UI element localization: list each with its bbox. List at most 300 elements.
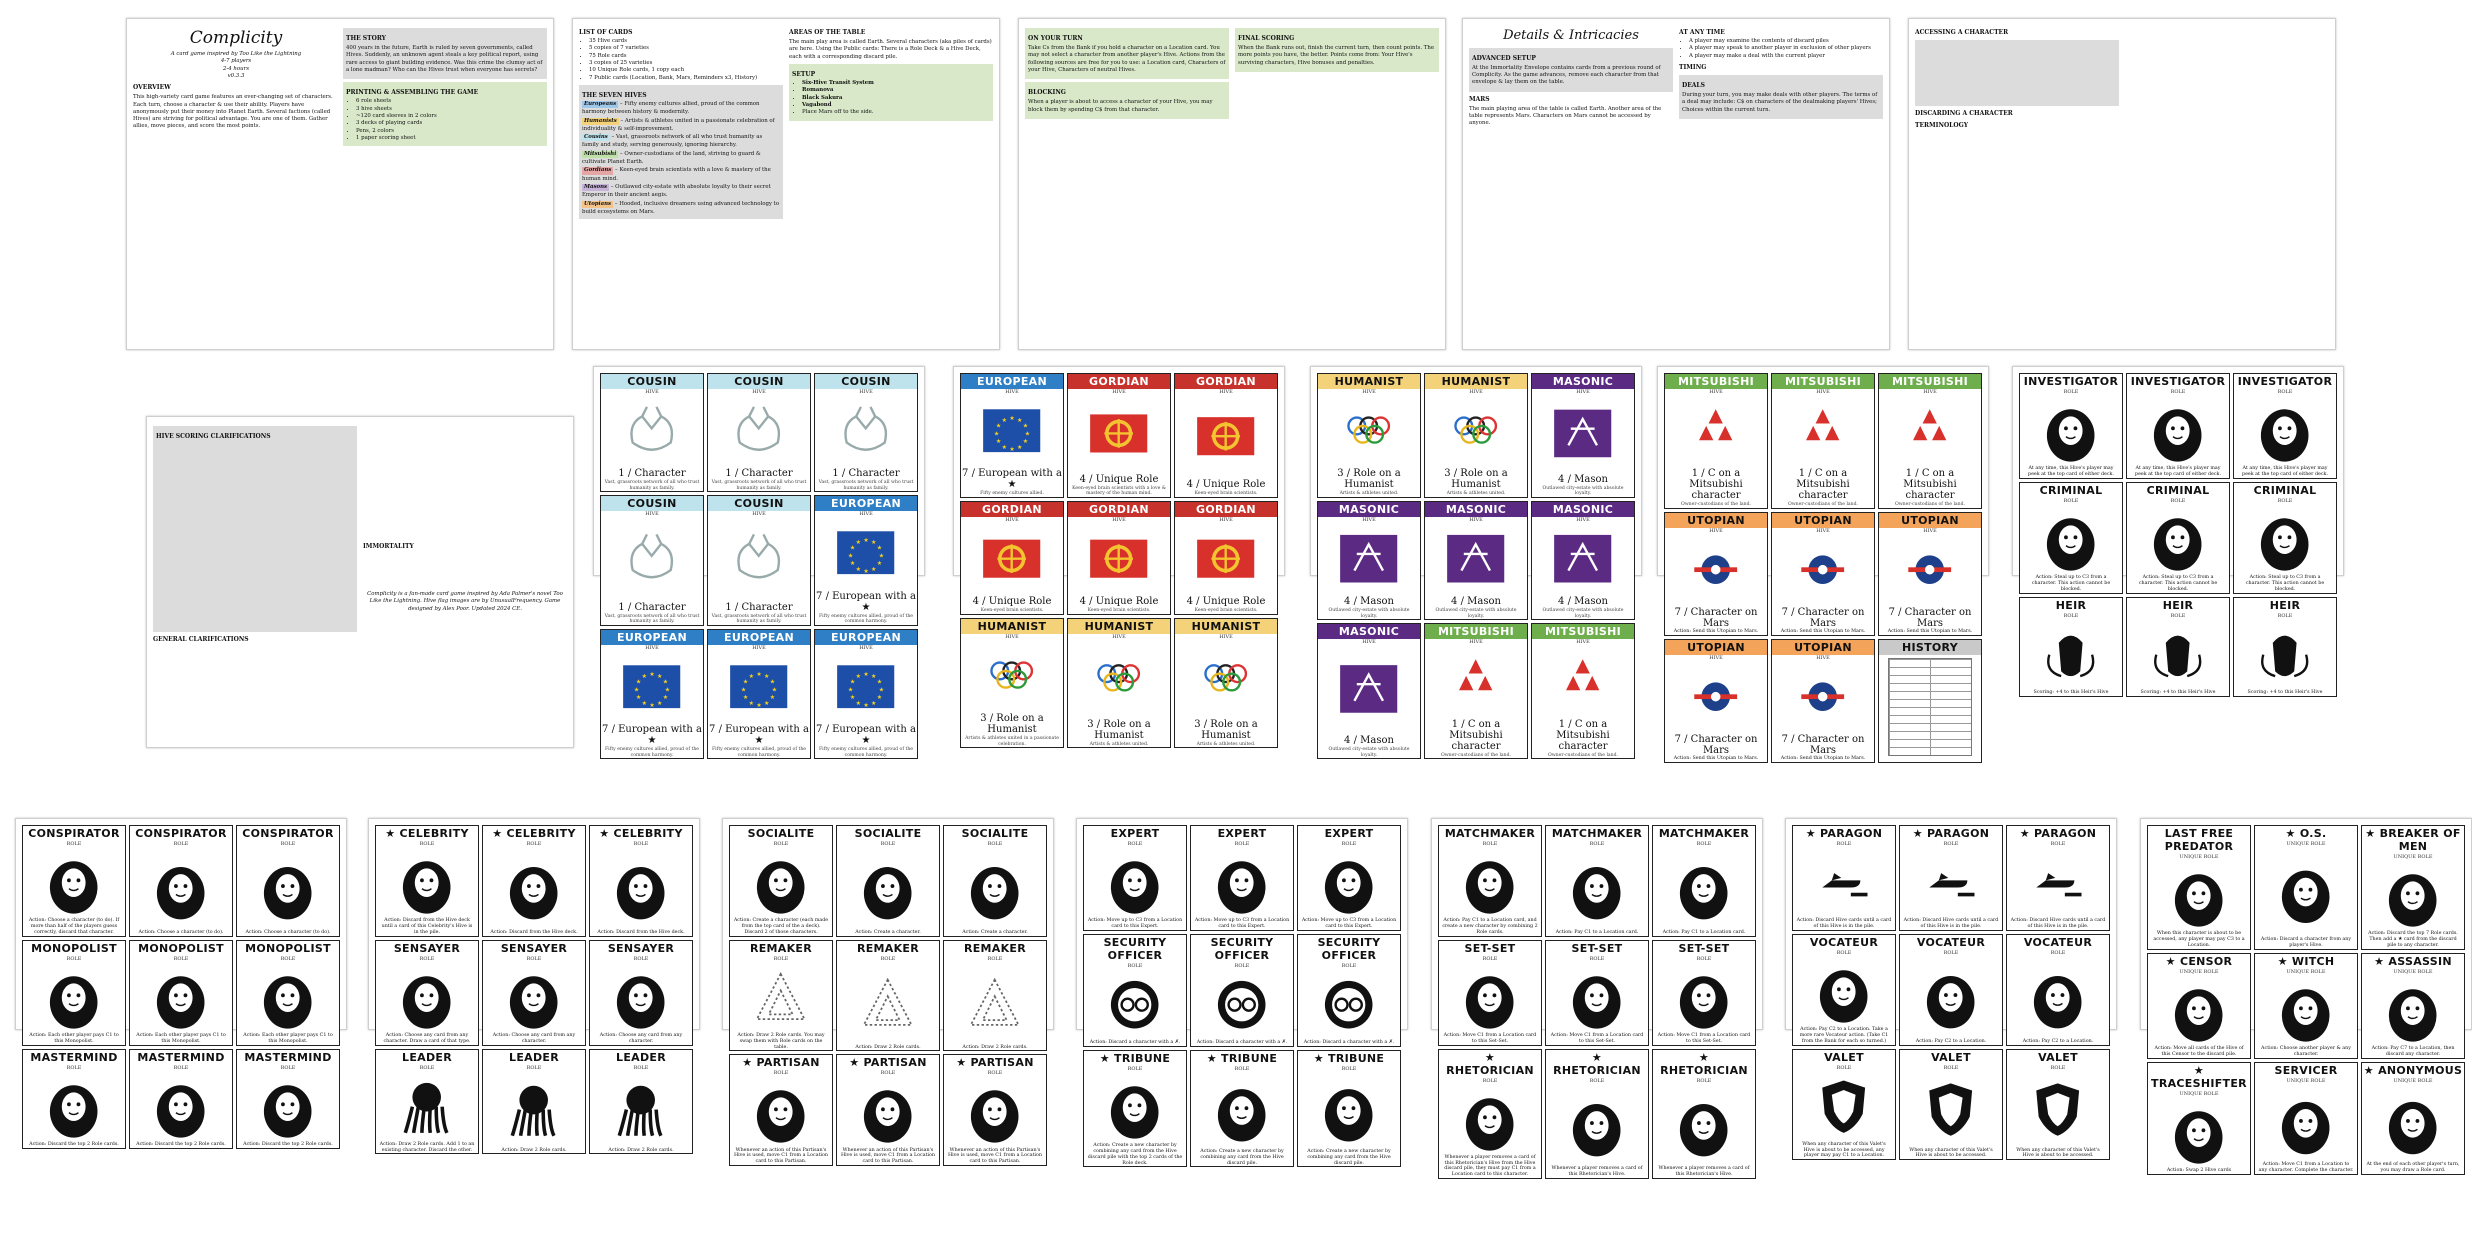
history-grid xyxy=(1888,658,1972,756)
game-card xyxy=(729,825,833,937)
card-type: HIVE xyxy=(1112,389,1126,395)
card-action: Action: Move C1 from a Location card to this Set-Set. xyxy=(1443,1033,1537,1044)
svg-text:★: ★ xyxy=(863,568,869,576)
svg-text:★: ★ xyxy=(863,701,869,709)
card-action: Scoring: +4 to this Heir's Hive xyxy=(2247,689,2323,695)
card-value: 7 / European with a ★ xyxy=(709,724,809,747)
card-action: Action: Pay C2 to a Location. xyxy=(2022,1038,2094,1044)
svg-text:★: ★ xyxy=(850,560,856,568)
card-type: UNIQUE ROLE xyxy=(2179,968,2219,975)
game-card xyxy=(589,825,693,937)
card-value: 1 / C on a Mitsubishi character xyxy=(1689,468,1743,502)
card-type: ROLE xyxy=(526,1064,542,1071)
printing-list xyxy=(356,98,544,142)
game-card xyxy=(2147,825,2251,950)
hive-entry: Europeans – Fifty enemy cultures allied, proud of the common harmony between history & modernity. xyxy=(582,100,760,116)
card-art xyxy=(145,847,216,930)
final-text: When the Bank runs out, finish the current turn, then count points. The more points you have, the better. Points come from: Your Hive's surviving characters, Hive bonuses and penalties. xyxy=(1238,45,1435,66)
card-type: ROLE xyxy=(526,955,542,962)
rings-art-icon xyxy=(1333,395,1404,466)
card-desc: Artists & athletes united. xyxy=(1196,741,1256,747)
card-desc: Owner-custodians of the land. xyxy=(1894,502,1966,508)
game-card xyxy=(1317,501,1421,620)
card-type: ROLE xyxy=(173,841,189,847)
face-art-icon xyxy=(1099,847,1170,918)
rings-art-icon xyxy=(1190,640,1261,717)
card-type: ROLE xyxy=(2170,612,2186,619)
card-desc: Outlawed city-estate with absolute loyalty. xyxy=(1328,747,1410,758)
game-card xyxy=(707,495,811,625)
card-action: Action: Choose any card from any character. xyxy=(492,1033,576,1044)
timing-heading: TIMING xyxy=(1679,63,1707,71)
svg-text:★: ★ xyxy=(855,566,862,574)
hive-name: Europeans xyxy=(584,100,617,107)
mason-art-icon xyxy=(1547,395,1618,472)
card-name: EUROPEAN xyxy=(961,374,1063,389)
svg-text:★: ★ xyxy=(636,693,642,701)
face-art-icon xyxy=(145,962,216,1033)
face-art-icon xyxy=(252,962,323,1033)
card-action: Action: Each other player pays C1 to this Monopolist. xyxy=(29,1033,119,1044)
svg-text:★: ★ xyxy=(772,686,778,694)
octo-art-icon xyxy=(605,1071,676,1148)
card-art xyxy=(1454,1084,1525,1155)
list-item: • Pens, 2 colors xyxy=(356,128,544,135)
card-desc: Outlawed city-estate with absolute loyalty. xyxy=(1435,608,1517,619)
face-art-icon xyxy=(852,1076,923,1147)
card-action: Action: Pay C1 to a Location card. xyxy=(1555,929,1639,935)
card-action: Whenever an action of this Partisan's Hive is used, move C1 from a Location card to this Partisan. xyxy=(733,1147,829,1165)
card-type: ROLE xyxy=(1341,841,1357,847)
game-card xyxy=(1083,934,1187,1047)
card-action: Action: Discard from the Hive deck. xyxy=(490,929,578,935)
overview-text: This high-variety card game features an ever-changing set of characters. Each turn, choose a character & use their ability. Players have anonymously put their money into Planet Earth. Several factions (called Hives) are striving for political advantage. You are one of them. Gather allies, move pieces, and score the most points. xyxy=(133,94,333,130)
svg-text:★: ★ xyxy=(649,670,655,678)
hive-entry: Cousins – Vast, grassroots network of all who trust humanity as family and study, serving generously, ignoring hierarchy. xyxy=(582,134,763,149)
hands-art-icon xyxy=(616,517,687,599)
card-name: MONOPOLIST xyxy=(237,941,339,956)
card-action: Whenever a player removes a card of this Rhetorician's Hive. xyxy=(1658,1166,1750,1178)
utopian-art-icon xyxy=(1787,661,1858,732)
face-art-icon xyxy=(2163,1097,2234,1168)
card-desc: Vast, grassroots network of all who trust humanity as family. xyxy=(604,480,700,491)
card-desc: Vast, grassroots network of all who trust humanity as family. xyxy=(711,613,807,625)
game-card xyxy=(1297,934,1401,1047)
card-grid xyxy=(1317,373,1635,758)
card-name: ★ RHETORICIAN xyxy=(1546,1050,1648,1078)
game-card xyxy=(236,1049,340,1149)
card-name: MITSUBISHI xyxy=(1665,374,1767,389)
game-card xyxy=(2006,825,2110,931)
card-art xyxy=(1454,962,1525,1033)
badge-art-icon xyxy=(1206,969,1277,1040)
game-card xyxy=(2006,934,2110,1046)
shield-art-icon xyxy=(2022,1071,2093,1148)
card-action: Action: Discard the top 2 Role cards. xyxy=(136,1141,226,1147)
card-desc: Keen-eyed brain scientists. xyxy=(1194,608,1258,614)
card-art xyxy=(1333,645,1404,733)
badge-art-icon xyxy=(1313,969,1384,1040)
game-card xyxy=(1545,940,1649,1046)
hive-entry: Gordians – Keen-eyed brain scientists with a love & mastery of the human mind. xyxy=(582,167,771,182)
anytime-list xyxy=(1689,38,1883,60)
card-desc: Fifty enemy cultures allied. xyxy=(980,491,1044,497)
card-art xyxy=(745,847,816,918)
game-card xyxy=(1297,825,1401,931)
card-action: When any character of this Valet's Hive is about to be accessed. xyxy=(2016,1147,2100,1159)
card-type: ROLE xyxy=(2170,497,2186,504)
card-type: HIVE xyxy=(1576,389,1590,395)
card-action: Action: Choose a character (to do). If more than half of the players guess correctly, discard that character. xyxy=(28,918,120,935)
face-art-icon xyxy=(1561,1084,1632,1167)
game-card xyxy=(1899,1049,2003,1161)
card-type: ROLE xyxy=(66,841,82,847)
card-type: HIVE xyxy=(1709,655,1723,662)
card-art xyxy=(1190,395,1261,477)
svg-text:★: ★ xyxy=(770,693,776,701)
card-name: VOCATEUR xyxy=(1793,935,1895,950)
card-value: 4 / Unique Role xyxy=(1186,479,1266,491)
card-art xyxy=(1206,969,1277,1040)
card-name: EUROPEAN xyxy=(815,630,917,645)
card-name: ★ PARAGON xyxy=(2007,826,2109,841)
card-art xyxy=(1561,847,1632,930)
card-name: ★ TRIBUNE xyxy=(1084,1051,1186,1066)
card-art xyxy=(1561,962,1632,1033)
card-art xyxy=(2022,847,2093,918)
game-card xyxy=(729,940,833,1052)
card-art xyxy=(1547,395,1618,472)
card-type: ROLE xyxy=(2050,841,2066,847)
terminology-heading: TERMINOLOGY xyxy=(1915,122,1969,130)
final-heading: FINAL SCORING xyxy=(1238,35,1295,42)
card-value: 7 / Character on Mars xyxy=(1781,607,1865,630)
card-name: COUSIN xyxy=(601,496,703,511)
card-art xyxy=(2249,395,2320,466)
game-title: Complicity xyxy=(189,28,283,48)
card-grid xyxy=(729,825,1047,1165)
card-name: SET-SET xyxy=(1546,941,1648,956)
card-type: ROLE xyxy=(1589,1077,1605,1084)
card-type: ROLE xyxy=(1127,962,1143,969)
card-type: ROLE xyxy=(1836,841,1852,847)
face-art-icon xyxy=(1206,1072,1277,1149)
card-type: ROLE xyxy=(280,1064,296,1071)
card-name: CRIMINAL xyxy=(2234,483,2336,498)
card-grid xyxy=(600,373,918,758)
hive-desc: Outlawed city-estate with absolute loyalty to their secret Emperor in their ancient aegis. xyxy=(582,183,771,199)
rules-page-5 xyxy=(1908,18,2336,350)
face-art-icon xyxy=(2035,395,2106,466)
card-name: MITSUBISHI xyxy=(1772,374,1874,389)
card-art xyxy=(745,962,816,1033)
svg-text:★: ★ xyxy=(764,699,770,707)
card-name: HEIR xyxy=(2234,598,2336,613)
card-art xyxy=(1190,640,1261,717)
card-action: Action: Draw 2 Role cards. xyxy=(608,1147,674,1153)
card-art xyxy=(1547,523,1618,594)
card-name: SENSAYER xyxy=(590,941,692,956)
card-name: HISTORY xyxy=(1879,640,1981,655)
card-art xyxy=(605,1071,676,1148)
card-type: ROLE xyxy=(1127,1066,1143,1073)
card-action: When any character of this Valet's Hive is about to be accessed, any player may pay C1 to a Location. xyxy=(1802,1141,1886,1159)
game-card xyxy=(1531,373,1635,498)
printing-box xyxy=(343,82,547,146)
game-card xyxy=(1878,373,1982,509)
immortality-heading: IMMORTALITY xyxy=(363,543,414,550)
card-value: 4 / Mason xyxy=(1344,596,1394,608)
card-name: REMAKER xyxy=(944,941,1046,956)
tri-art-icon xyxy=(852,962,923,1045)
face-art-icon xyxy=(2270,1084,2341,1163)
card-name: LEADER xyxy=(483,1050,585,1065)
face-art-icon xyxy=(959,847,1030,930)
card-action: Action: Draw 2 Role cards. xyxy=(855,1044,921,1050)
face-art-icon xyxy=(2142,504,2213,575)
face-art-icon xyxy=(2270,847,2341,937)
svg-text:★: ★ xyxy=(1017,417,1023,425)
card-action: Action: Steal up to C3 from a character. This action cannot be blocked. xyxy=(2245,575,2325,592)
face-art-icon xyxy=(1454,847,1525,918)
card-art xyxy=(252,847,323,930)
game-card xyxy=(2233,597,2337,697)
game-card xyxy=(1190,1050,1294,1167)
card-name: UTOPIAN xyxy=(1772,640,1874,655)
game-card xyxy=(2019,482,2123,594)
card-desc: Outlawed city-estate with absolute loyalty. xyxy=(1542,485,1624,497)
hive-desc: Hooded, inclusive dreamers using advanced technology to build ecosystems on Mars. xyxy=(582,200,780,215)
card-name: ★ TRACESHIFTER xyxy=(2148,1063,2250,1091)
card-name: MASONIC xyxy=(1532,374,1634,389)
card-type: HIVE xyxy=(752,644,766,651)
card-name: VOCATEUR xyxy=(1900,935,2002,950)
face-art-icon xyxy=(605,847,676,930)
card-art xyxy=(745,1076,816,1147)
card-name: VALET xyxy=(2007,1050,2109,1065)
face-art-icon xyxy=(1454,962,1525,1033)
svg-text:★: ★ xyxy=(1023,422,1029,430)
card-type: ROLE xyxy=(880,841,896,847)
hive-entry: Masons – Outlawed city-estate with absolute loyalty to their secret Emperor in their ancient aegis. xyxy=(582,183,771,199)
game-card xyxy=(1545,1049,1649,1179)
svg-text:★: ★ xyxy=(850,545,856,553)
hive-entry: Humanists – Artists & athletes united in a passionate celebration of individuality & self-improvement. xyxy=(582,117,775,132)
game-card xyxy=(129,1049,233,1149)
card-art xyxy=(1440,395,1511,466)
card-action: Action: Discard the top 7 Role cards. Then add a ★ card from the discard pile to any character. xyxy=(2368,931,2458,948)
game-card xyxy=(22,940,126,1046)
card-action: Action: Discard from the Hive deck until a card of this Celebrity's Hive is in the pile. xyxy=(381,918,473,935)
card-value: 4 / Mason xyxy=(1344,735,1394,747)
card-type: ROLE xyxy=(1341,962,1357,969)
card-action: Action: Pay C2 to a Location. Take a more rare Vocateur action. (Take C1 from the Bank for each so turned.) xyxy=(1799,1027,1889,1044)
deals-heading: DEALS xyxy=(1682,82,1705,90)
mars-heading: MARS xyxy=(1469,95,1490,103)
card-art xyxy=(1808,1071,1879,1142)
card-grid xyxy=(960,373,1278,747)
card-art xyxy=(1808,847,1879,918)
gordian-art-icon xyxy=(1190,523,1261,594)
card-value: 4 / Mason xyxy=(1451,596,1501,608)
mars-text: The main playing area of the table is called Earth. Another area of the table represents Mars. Characters on Mars cannot be accessed by anyone. xyxy=(1469,105,1662,127)
card-type: HIVE xyxy=(1219,633,1233,640)
card-action: Action: Send this Utopian to Mars. xyxy=(1780,756,1866,762)
card-sheet xyxy=(2140,818,2472,1173)
card-art xyxy=(498,962,569,1033)
card-art xyxy=(391,847,462,918)
card-name: ★ BREAKER OF MEN xyxy=(2362,826,2464,854)
svg-text:★: ★ xyxy=(863,537,869,545)
hive-entry: Utopians – Hooded, inclusive dreamers using advanced technology to build ecosystems on Mars. xyxy=(582,200,780,215)
card-name: ★ CELEBRITY xyxy=(590,826,692,841)
game-card xyxy=(1771,512,1875,636)
card-action: Whenever a player removes a card of this Rhetorician's Hive from the Hive discard pile, they must pay C1 from a Location card to this character. xyxy=(1444,1154,1536,1178)
card-action: Action: Discard a character from any player's Hive. xyxy=(2260,937,2352,948)
game-card xyxy=(1083,1050,1187,1167)
game-card xyxy=(589,1049,693,1155)
card-type: ROLE xyxy=(419,955,435,962)
hive-name: Masons xyxy=(584,183,608,190)
svg-text:★: ★ xyxy=(850,693,856,701)
card-art xyxy=(2377,860,2448,931)
svg-text:★: ★ xyxy=(996,422,1002,430)
card-name: MASTERMIND xyxy=(237,1050,339,1065)
card-grid xyxy=(2019,373,2337,695)
utopian-art-icon xyxy=(1894,534,1965,605)
accessing-heading: ACCESSING A CHARACTER xyxy=(1915,29,2009,36)
advanced-box xyxy=(1469,48,1673,92)
card-type: ROLE xyxy=(280,955,296,962)
card-sheet xyxy=(368,818,700,1153)
card-sheet xyxy=(15,818,347,1147)
blocking-heading: BLOCKING xyxy=(1028,89,1066,97)
card-name: SET-SET xyxy=(1653,941,1755,956)
face-art-icon xyxy=(1313,847,1384,918)
hive-desc: Owner-custodians of the land, striving to guard & cultivate Planet Earth. xyxy=(582,150,761,166)
face-art-icon xyxy=(38,847,109,918)
game-card xyxy=(1792,1049,1896,1161)
eu-art-icon xyxy=(830,517,901,588)
face-art-icon xyxy=(252,1071,323,1142)
card-type: ROLE xyxy=(1234,1066,1250,1073)
game-card xyxy=(2126,597,2230,697)
card-value: 3 / Role on a Humanist xyxy=(980,713,1044,736)
card-art xyxy=(616,395,687,466)
card-type: ROLE xyxy=(1234,962,1250,969)
game-card xyxy=(729,1054,833,1166)
printing-heading: PRINTING & ASSEMBLING THE GAME xyxy=(346,89,479,97)
card-art xyxy=(2035,619,2106,690)
card-name: MONOPOLIST xyxy=(130,941,232,956)
card-value: 1 / C on a Mitsubishi character xyxy=(1556,718,1610,752)
rules-page-3 xyxy=(1018,18,1446,350)
card-art xyxy=(1313,847,1384,918)
card-action: Action: Pay C2 to a Location. xyxy=(1915,1038,1987,1044)
svg-text:★: ★ xyxy=(1001,417,1008,425)
game-card xyxy=(1174,501,1278,615)
card-type: HIVE xyxy=(645,644,659,651)
card-art xyxy=(723,651,794,722)
card-type: HIVE xyxy=(645,511,659,518)
game-card xyxy=(1190,934,1294,1047)
card-sheet xyxy=(1657,366,1989,762)
card-desc: Artists & athletes united. xyxy=(1446,491,1506,497)
face-art-icon xyxy=(2377,975,2448,1046)
card-action: Action: Each other player pays C1 to this Monopolist. xyxy=(136,1033,226,1044)
onturn-heading: ON YOUR TURN xyxy=(1028,35,1083,42)
card-art xyxy=(959,962,1030,1045)
card-name: MITSUBISHI xyxy=(1879,374,1981,389)
card-art xyxy=(1454,847,1525,918)
card-art xyxy=(1440,523,1511,594)
hands-art-icon xyxy=(830,395,901,466)
card-name: HEIR xyxy=(2020,598,2122,613)
card-art xyxy=(498,847,569,930)
card-art xyxy=(1915,1071,1986,1148)
card-type: HIVE xyxy=(1576,639,1590,646)
card-type: ROLE xyxy=(1943,841,1959,847)
card-value: 7 / Character on Mars xyxy=(1674,607,1758,630)
card-type: ROLE xyxy=(1696,841,1712,847)
mason-art-icon xyxy=(1547,523,1618,594)
card-type: UNIQUE ROLE xyxy=(2393,854,2433,860)
card-desc: Keen-eyed brain scientists with a love & mastery of the human mind. xyxy=(1072,485,1166,497)
card-type: HIVE xyxy=(859,511,873,518)
card-value: 7 / European with a ★ xyxy=(962,468,1062,491)
card-value: 3 / Role on a Humanist xyxy=(1444,468,1508,491)
anytime-heading: AT ANY TIME xyxy=(1679,29,1725,36)
mitsu-art-icon xyxy=(1680,395,1751,466)
rules-page-4 xyxy=(1462,18,1890,350)
hive-entry: Mitsubishi – Owner-custodians of the land, striving to guard & cultivate Planet Earth. xyxy=(582,150,761,166)
card-action: Action: Choose any card from any character. Draw a card of that type. xyxy=(383,1033,471,1044)
card-action: Action: Create a character. xyxy=(855,929,921,935)
card-art xyxy=(2142,619,2213,690)
game-card xyxy=(2126,482,2230,594)
card-type: HIVE xyxy=(752,389,766,395)
game-card xyxy=(707,629,811,759)
mitsu-art-icon xyxy=(1547,645,1618,716)
card-art xyxy=(830,651,901,722)
card-action: Action: Move up to C3 from a Location card to this Expert. xyxy=(1194,918,1290,930)
card-name: ★ PARTISAN xyxy=(730,1055,832,1070)
card-name: MATCHMAKER xyxy=(1439,826,1541,841)
card-name: MASONIC xyxy=(1318,502,1420,517)
card-art xyxy=(830,395,901,466)
svg-text:★: ★ xyxy=(1001,443,1008,451)
card-name: GORDIAN xyxy=(1175,374,1277,389)
hive-scoring-heading: HIVE SCORING CLARIFICATIONS xyxy=(156,433,271,440)
gordian-art-icon xyxy=(1190,395,1261,477)
face-art-icon xyxy=(145,1071,216,1142)
hands-art-icon xyxy=(723,395,794,466)
svg-text:★: ★ xyxy=(1017,443,1023,451)
game-card xyxy=(814,373,918,492)
card-desc: Owner-custodians of the land. xyxy=(1787,502,1859,508)
face-art-icon xyxy=(2249,504,2320,575)
card-name: EUROPEAN xyxy=(708,630,810,645)
card-value: 7 / Character on Mars xyxy=(1674,734,1758,757)
game-card xyxy=(1899,825,2003,931)
card-name: ★ PARAGON xyxy=(1900,826,2002,841)
card-art xyxy=(1668,962,1739,1033)
game-card xyxy=(2019,597,2123,697)
card-value: 7 / European with a ★ xyxy=(816,724,916,747)
card-art xyxy=(2142,395,2213,466)
game-card xyxy=(482,1049,586,1155)
face-art-icon xyxy=(1313,1072,1384,1149)
